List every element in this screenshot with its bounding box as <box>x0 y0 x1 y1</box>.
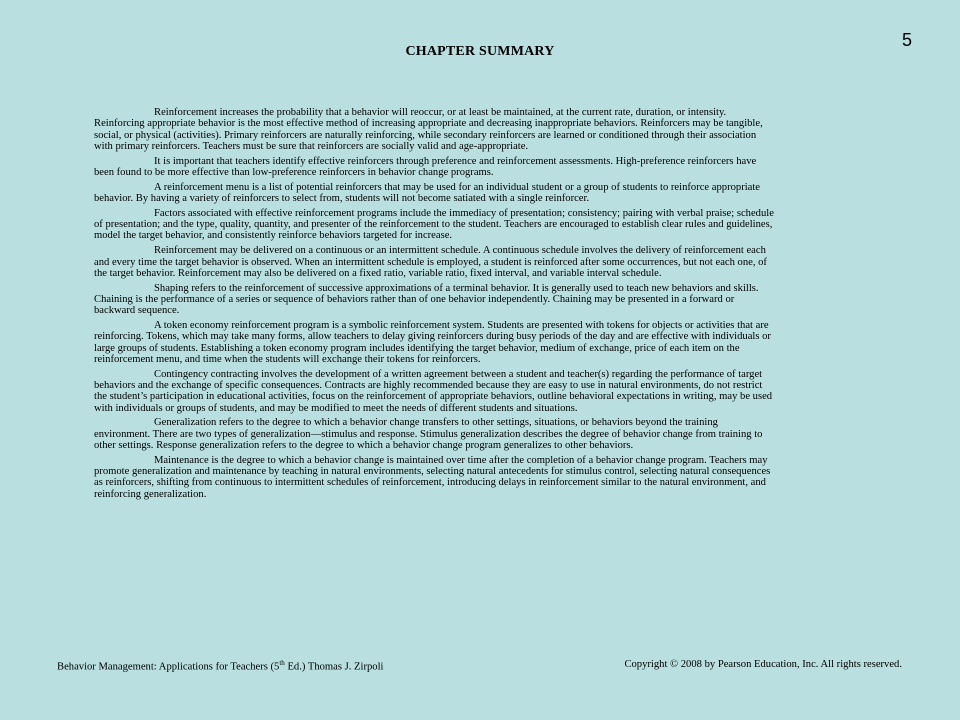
footer-copyright: Copyright © 2008 by Pearson Education, Inc. All rights reserved. <box>624 659 902 670</box>
paragraph-assessment: It is important that teachers identify effective reinforcers through preference and reinforcement assessments. High-preference reinforcers have been found to be more effective than low-preference reinforcers in behavior change programs. <box>94 155 757 178</box>
paragraph-contingency-contracting: Contingency contracting involves the development of a written agreement between a student and teacher(s) regarding the performance of target behaviors and the exchange of specific consequences. Contracts are highly recommended because they are easy to use in natural environments, do not restrict the student’s participation in educational activities, focus on the reinforcement of appropriate behaviors, outline behavioral expectations in writing, may be used with individuals or groups of students, and may be modified to meet the needs of different students and situations. <box>94 368 773 414</box>
paragraph-reinforcement-menu: A reinforcement menu is a list of potential reinforcers that may be used for an individual student or a group of students to reinforce appropriate behavior. By having a variety of reinforcers to select from, students will not become satiated with a single reinforcer. <box>94 181 761 205</box>
paragraph-effective-factors: Factors associated with effective reinforcement programs include the immediacy of presentation; consistency; pairing with verbal praise; schedule of presentation; and the type, quality, quantity, and presenter of the reinforcement to the student. Teachers are encouraged to establish clear rules and guidelines, model the target behavior, and consistently reinforce behaviors targeted for increase. <box>94 207 774 242</box>
paragraph-maintenance: Maintenance is the degree to which a behavior change is maintained over time after the completion of a behavior change program. Teachers may promote generalization and maintenance by teaching in natural environments, selecting natural antecedents for stimulus control, selecting natural consequences as reinforcers, shifting from continuous to intermittent schedules of reinforcement, introducing delays in reinforcement similar to the natural environment, and reinforcing generalization. <box>94 454 771 500</box>
paragraph-generalization: Generalization refers to the degree to which a behavior change transfers to other settings, situations, or behaviors beyond the training environment. There are two types of generalization—stimulus and response. Stimulus generalization describes the degree of behavior change from training to other settings. Response generalization refers to the degree to which a behavior change program generalizes to other behaviors. <box>94 417 763 452</box>
paragraph-shaping-chaining: Shaping refers to the reinforcement of successive approximations of a terminal behavior. It is generally used to teach new behaviors and skills. Chaining is the performance of a series or sequence of behaviors rather than of one behavior independently. Chaining may be presented in a forward or backward sequence. <box>94 282 759 317</box>
paragraph-reinforcement: Reinforcement increases the probability that a behavior will reoccur, or at least be maintained, at the current rate, duration, or intensity. Reinforcing appropriate behavior is the most effective method of increasing appropriate and decreasing inappropriate behaviors. Reinforcers may be tangible, social, or physical (activities). Primary reinforcers are naturally reinforcing, while secondary reinforcers are learned or conditioned through their association with primary reinforcers. Teachers must be sure that reinforcers are socially valid and age-appropriate. <box>94 107 763 152</box>
summary-body <box>94 107 774 504</box>
footer-book-credit <box>57 659 383 673</box>
page-title: CHAPTER SUMMARY <box>405 44 555 59</box>
paragraph-token-economy: A token economy reinforcement program is a symbolic reinforcement system. Students are presented with tokens for objects or activities that are reinforcing. Tokens, which may take many forms, allow teachers to delay giving reinforcers during busy periods of the day and are effective with individuals or large groups of students. Establishing a token economy program includes identifying the target behavior, medium of exchange, price of each item on the reinforcement menu, and time when the students will exchange their tokens for reinforcers. <box>94 320 771 365</box>
page-number: 5 <box>901 30 912 50</box>
footer-book-title: Behavior Management: Applications for Teachers (5 <box>57 661 280 673</box>
footer-edition-superscript: th <box>279 659 285 667</box>
footer-book-author: Ed.) Thomas J. Zirpoli <box>284 661 384 673</box>
footer <box>57 659 902 673</box>
paragraph-schedules: Reinforcement may be delivered on a continuous or an intermittent schedule. A continuous schedule involves the delivery of reinforcement each and every time the target behavior is observed. When an intermittent schedule is employed, a student is reinforced after some occurrences, but not each one, of the target behavior. Reinforcement may also be delivered on a fixed ratio, variable ratio, fixed interval, and variable interval schedule. <box>94 245 767 279</box>
